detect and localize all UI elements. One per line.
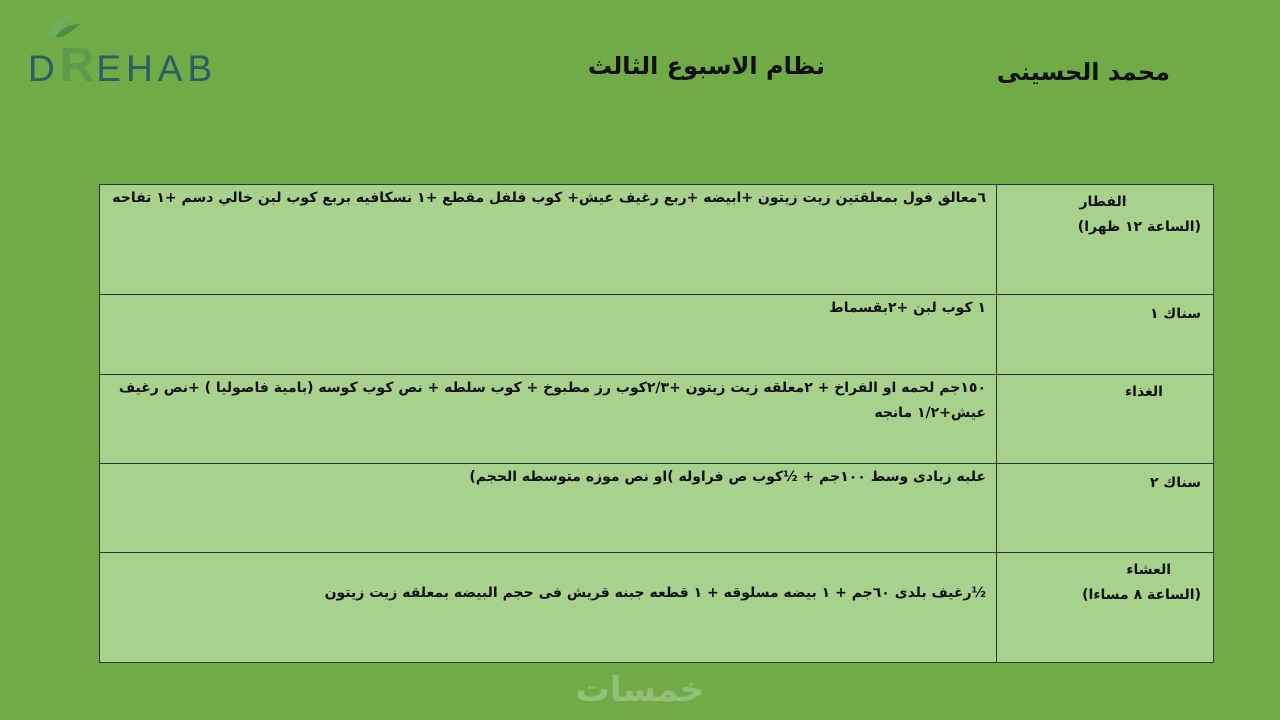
meal-name: سناك ١ [1150, 306, 1201, 322]
meal-cell [997, 185, 1214, 295]
meal-cell [997, 464, 1214, 553]
meal-description: علبه زبادى وسط ١٠٠جم + ½كوب ص فراوله )او نص موزه متوسطه الحجم) [100, 464, 997, 553]
meal-description: ١ كوب لبن +٢بقسماط [100, 295, 997, 375]
meal-time: (الساعة ٨ مساءا) [1082, 587, 1201, 603]
leaf-icon [44, 12, 84, 42]
logo-wordmark: DREHAB [28, 39, 218, 92]
table-row [100, 375, 1214, 464]
table-row [100, 185, 1214, 295]
meal-name: العشاء [1126, 562, 1171, 578]
meal-cell [997, 553, 1214, 663]
meal-description: ٦معالق فول بمعلقتين زيت زيتون +ابيضه +ربع رغيف عيش+ كوب فلفل مقطع +١ نسكافيه بربع كوب لبن خالي دسم +١ تفاحه [100, 185, 997, 295]
meal-cell [997, 295, 1214, 375]
meal-description: ½رغيف بلدى ٦٠جم + ١ بيضه مسلوقه + ١ قطعه جبنه قريش فى حجم البيضه بمعلقه زيت زيتون [100, 553, 997, 663]
week-title: نظام الاسبوع الثالث [587, 52, 825, 80]
person-name: محمد الحسينى [996, 58, 1170, 86]
table-row [100, 553, 1214, 663]
watermark: خمسات [575, 670, 705, 710]
table-row [100, 295, 1214, 375]
meal-name: الفطار [1079, 194, 1127, 210]
meal-cell [997, 375, 1214, 464]
meal-description: ١٥٠جم لحمه او الفراخ + ٢معلقه زيت زيتون +٢/٣كوب رز مطبوخ + كوب سلطه + نص كوب كوسه (بامية فاصوليا ) +نص رغيف عيش+١/٢ مانجه [100, 375, 997, 464]
meal-time: (الساعة ١٢ ظهرا) [1077, 219, 1201, 235]
meal-plan-table [99, 184, 1214, 663]
drehab-logo [28, 12, 238, 92]
table-row [100, 464, 1214, 553]
meal-name: الغذاء [1124, 384, 1163, 400]
meal-name: سناك ٢ [1150, 475, 1201, 491]
